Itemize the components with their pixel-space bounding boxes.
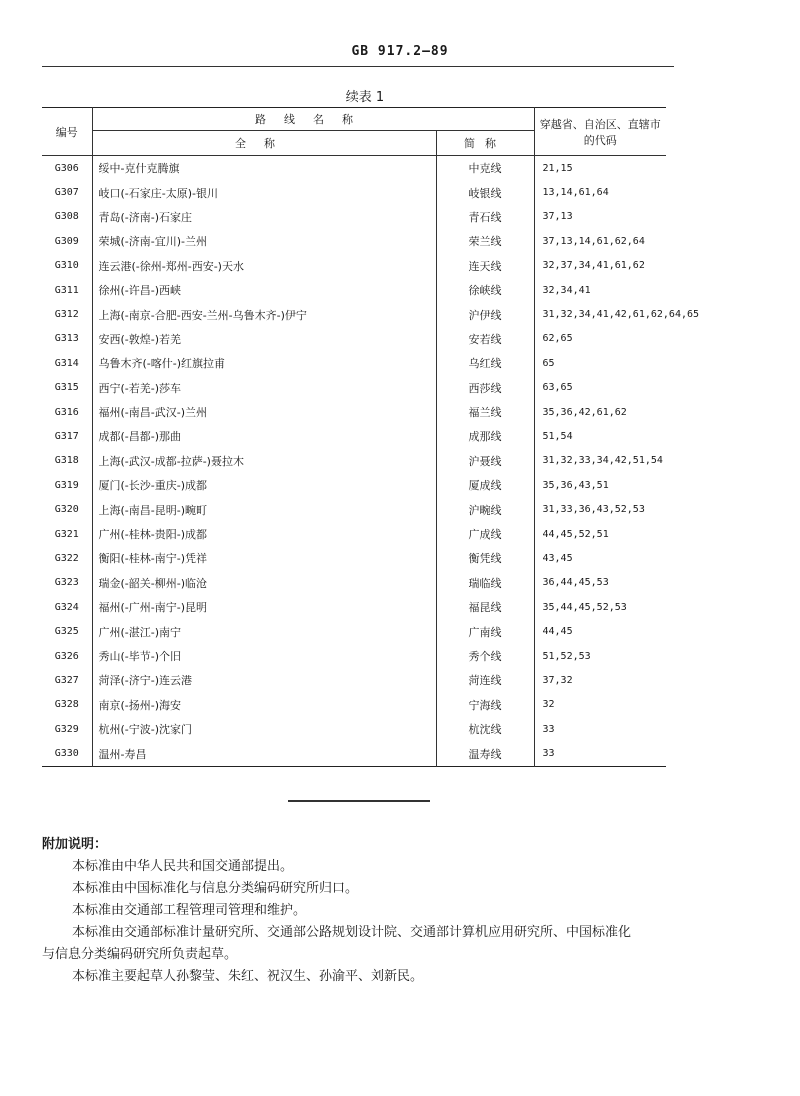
- notes-title: 附加说明：: [42, 837, 108, 852]
- route-short-name-cell: 中克线: [436, 156, 534, 181]
- note-line: 本标准由交通部工程管理司管理和维护。: [72, 903, 307, 918]
- header-rule: [42, 66, 674, 67]
- route-short-name-cell: 荣兰线: [436, 229, 534, 253]
- route-short-name-cell: 广成线: [436, 522, 534, 546]
- route-full-name-cell: 南京(-扬州-)海安: [92, 693, 436, 717]
- table-row: [42, 619, 666, 643]
- table-row: [42, 571, 666, 595]
- table-row: [42, 717, 666, 741]
- route-code-cell: G328: [42, 693, 92, 717]
- route-code-cell: G314: [42, 351, 92, 375]
- standard-code: GB 917.2—89: [351, 44, 449, 59]
- route-full-name-cell: 秀山(-毕节-)个旧: [92, 644, 436, 668]
- route-code-cell: G323: [42, 571, 92, 595]
- route-full-name-cell: 安西(-敦煌-)若羌: [92, 327, 436, 351]
- header-route-name: 路线名称: [92, 108, 534, 131]
- table-row: [42, 644, 666, 668]
- route-provinces-cell: 36,44,45,53: [542, 577, 609, 589]
- route-full-name-cell: 上海(-南昌-昆明-)畹町: [92, 497, 436, 521]
- route-full-name-cell: 青岛(-济南-)石家庄: [92, 205, 436, 229]
- table-row: [42, 229, 666, 253]
- header-full-name: 全称: [92, 131, 436, 156]
- table-caption: 续表 1: [345, 90, 385, 105]
- route-provinces-cell: 65: [542, 357, 555, 369]
- route-provinces-cell: 33: [542, 723, 555, 735]
- route-short-name-cell: 衡凭线: [436, 546, 534, 570]
- route-full-name-cell: 岐口(-石家庄-太原)-银川: [92, 180, 436, 204]
- route-full-name-cell: 荣城(-济南-宜川)-兰州: [92, 229, 436, 253]
- route-provinces-cell: 62,65: [542, 333, 573, 345]
- header-provinces: 穿越省、自治区、直辖市的代码: [539, 117, 661, 147]
- table-row: [42, 400, 666, 424]
- route-full-name-cell: 西宁(-若羌-)莎车: [92, 376, 436, 400]
- table-row: [42, 302, 666, 326]
- note-line: 本标准由中国标准化与信息分类编码研究所归口。: [72, 881, 359, 896]
- route-code-cell: G326: [42, 644, 92, 668]
- route-short-name-cell: 岐银线: [436, 180, 534, 204]
- route-provinces-cell: 44,45,52,51: [542, 528, 609, 540]
- route-short-name-cell: 厦成线: [436, 473, 534, 497]
- route-provinces-cell: 51,52,53: [542, 650, 591, 662]
- route-code-cell: G309: [42, 229, 92, 253]
- route-short-name-cell: 青石线: [436, 205, 534, 229]
- route-short-name-cell: 广南线: [436, 619, 534, 643]
- additional-notes: [42, 834, 682, 988]
- route-provinces-cell: 35,36,42,61,62: [542, 406, 627, 418]
- end-rule: [288, 800, 430, 802]
- table-row: [42, 351, 666, 375]
- route-code-cell: G316: [42, 400, 92, 424]
- route-code-cell: G318: [42, 449, 92, 473]
- route-code-cell: G313: [42, 327, 92, 351]
- route-full-name-cell: 广州(-桂林-贵阳-)成都: [92, 522, 436, 546]
- route-short-name-cell: 温寿线: [436, 741, 534, 766]
- route-provinces-cell: 51,54: [542, 430, 573, 442]
- route-provinces-cell: 32: [542, 699, 555, 711]
- table-header: [42, 108, 666, 156]
- header-short-name: 简称: [436, 131, 534, 156]
- route-short-name-cell: 安若线: [436, 327, 534, 351]
- route-provinces-cell: 44,45: [542, 626, 573, 638]
- route-full-name-cell: 连云港(-徐州-郑州-西安-)天水: [92, 254, 436, 278]
- route-full-name-cell: 温州-寿昌: [92, 741, 436, 766]
- route-code-cell: G306: [42, 156, 92, 181]
- route-code-cell: G312: [42, 302, 92, 326]
- route-code-cell: G322: [42, 546, 92, 570]
- route-full-name-cell: 衡阳(-桂林-南宁-)凭祥: [92, 546, 436, 570]
- route-full-name-cell: 乌鲁木齐(-喀什-)红旗拉甫: [92, 351, 436, 375]
- route-full-name-cell: 上海(-南京-合肥-西安-兰州-乌鲁木齐-)伊宁: [92, 302, 436, 326]
- route-provinces-cell: 43,45: [542, 552, 573, 564]
- header-code: 编号: [42, 108, 92, 156]
- table-row: [42, 741, 666, 766]
- table-row: [42, 327, 666, 351]
- route-short-name-cell: 杭沈线: [436, 717, 534, 741]
- route-short-name-cell: 菏连线: [436, 668, 534, 692]
- route-code-cell: G325: [42, 619, 92, 643]
- table-row: [42, 668, 666, 692]
- table-row: [42, 546, 666, 570]
- note-line: 本标准由中华人民共和国交通部提出。: [72, 859, 294, 874]
- table-row: [42, 156, 666, 181]
- table-body: [42, 156, 700, 767]
- route-full-name-cell: 瑞金(-韶关-柳州-)临沧: [92, 571, 436, 595]
- route-full-name-cell: 福州(-广州-南宁-)昆明: [92, 595, 436, 619]
- table-row: [42, 376, 666, 400]
- route-short-name-cell: 连天线: [436, 254, 534, 278]
- route-provinces-cell: 21,15: [542, 162, 573, 174]
- route-provinces-cell: 31,32,33,34,42,51,54: [542, 455, 663, 467]
- route-full-name-cell: 上海(-武汉-成都-拉萨-)聂拉木: [92, 449, 436, 473]
- route-code-cell: G307: [42, 180, 92, 204]
- route-code-cell: G310: [42, 254, 92, 278]
- route-code-cell: G320: [42, 497, 92, 521]
- route-short-name-cell: 福兰线: [436, 400, 534, 424]
- route-provinces-cell: 35,44,45,52,53: [542, 601, 627, 613]
- route-code-cell: G329: [42, 717, 92, 741]
- route-code-cell: G319: [42, 473, 92, 497]
- route-full-name-cell: 厦门(-长沙-重庆-)成都: [92, 473, 436, 497]
- table-row: [42, 180, 666, 204]
- route-table: [42, 107, 700, 767]
- route-short-name-cell: 沪聂线: [436, 449, 534, 473]
- route-table-container: [42, 107, 700, 767]
- note-line: 本标准主要起草人孙黎莹、朱红、祝汉生、孙渝平、刘新民。: [72, 969, 424, 984]
- route-provinces-cell: 33: [542, 748, 555, 760]
- route-code-cell: G308: [42, 205, 92, 229]
- route-code-cell: G330: [42, 741, 92, 766]
- table-row: [42, 449, 666, 473]
- route-full-name-cell: 菏泽(-济宁-)连云港: [92, 668, 436, 692]
- table-row: [42, 254, 666, 278]
- table-row: [42, 497, 666, 521]
- route-short-name-cell: 乌红线: [436, 351, 534, 375]
- route-code-cell: G317: [42, 424, 92, 448]
- route-code-cell: G321: [42, 522, 92, 546]
- route-full-name-cell: 广州(-湛江-)南宁: [92, 619, 436, 643]
- route-provinces-cell: 13,14,61,64: [542, 187, 609, 199]
- note-line: 与信息分类编码研究所负责起草。: [42, 947, 238, 962]
- route-short-name-cell: 西莎线: [436, 376, 534, 400]
- route-provinces-cell: 37,13: [542, 211, 573, 223]
- route-provinces-cell: 63,65: [542, 382, 573, 394]
- route-short-name-cell: 沪畹线: [436, 497, 534, 521]
- table-row: [42, 278, 666, 302]
- note-line: 本标准由交通部标准计量研究所、交通部公路规划设计院、交通部计算机应用研究所、中国标准化: [72, 925, 632, 940]
- route-provinces-cell: 37,32: [542, 674, 573, 686]
- route-provinces-cell: 31,32,34,41,42,61,62,64,65: [542, 309, 700, 321]
- route-full-name-cell: 杭州(-宁波-)沈家门: [92, 717, 436, 741]
- route-short-name-cell: 福昆线: [436, 595, 534, 619]
- route-provinces-cell: 32,34,41: [542, 284, 591, 296]
- route-provinces-cell: 35,36,43,51: [542, 479, 609, 491]
- route-provinces-cell: 37,13,14,61,62,64: [542, 235, 645, 247]
- route-provinces-cell: 31,33,36,43,52,53: [542, 504, 645, 516]
- route-full-name-cell: 福州(-南昌-武汉-)兰州: [92, 400, 436, 424]
- route-full-name-cell: 绥中-克什克腾旗: [92, 156, 436, 181]
- route-short-name-cell: 秀个线: [436, 644, 534, 668]
- table-row: [42, 424, 666, 448]
- route-provinces-cell: 32,37,34,41,61,62: [542, 260, 645, 272]
- route-full-name-cell: 徐州(-许昌-)西峡: [92, 278, 436, 302]
- table-row: [42, 473, 666, 497]
- route-short-name-cell: 宁海线: [436, 693, 534, 717]
- route-short-name-cell: 徐峡线: [436, 278, 534, 302]
- route-code-cell: G315: [42, 376, 92, 400]
- table-row: [42, 522, 666, 546]
- route-short-name-cell: 瑞临线: [436, 571, 534, 595]
- table-row: [42, 693, 666, 717]
- route-code-cell: G311: [42, 278, 92, 302]
- route-code-cell: G324: [42, 595, 92, 619]
- route-full-name-cell: 成都(-昌都-)那曲: [92, 424, 436, 448]
- table-row: [42, 205, 666, 229]
- route-short-name-cell: 沪伊线: [436, 302, 534, 326]
- table-row: [42, 595, 666, 619]
- route-code-cell: G327: [42, 668, 92, 692]
- route-short-name-cell: 成那线: [436, 424, 534, 448]
